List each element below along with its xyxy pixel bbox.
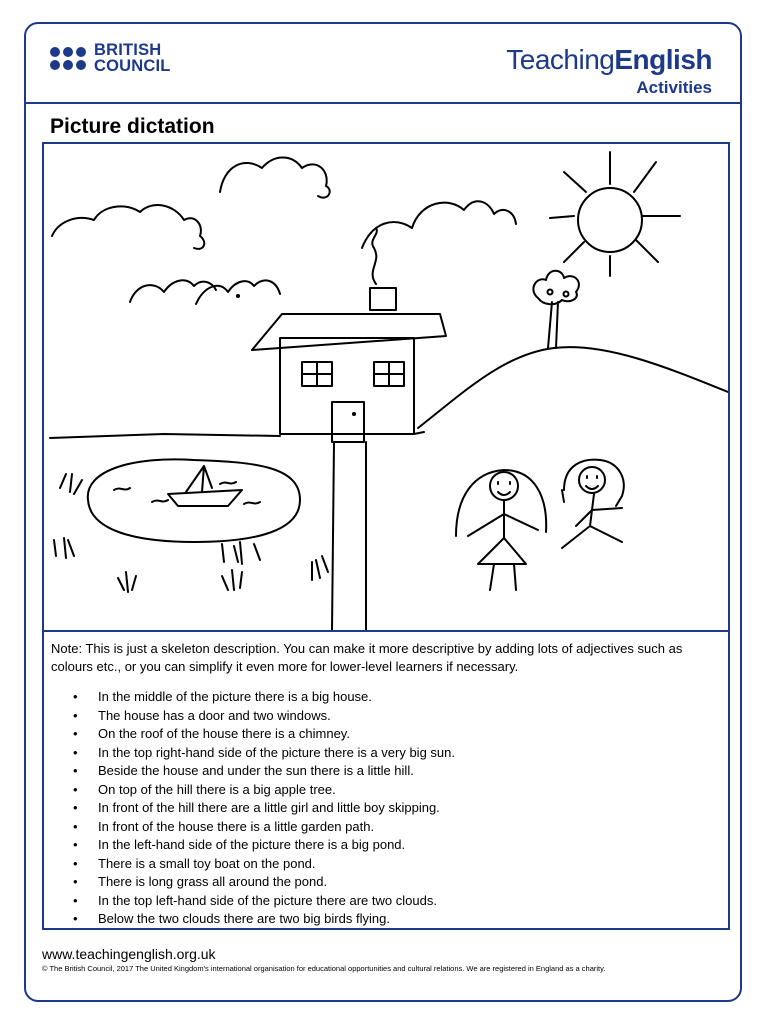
british-council-logo — [50, 42, 171, 74]
list-item-text: In the middle of the picture there is a big house. — [98, 689, 372, 704]
list-item — [51, 781, 720, 800]
sun-rays — [550, 152, 680, 276]
list-item-text: In the top right-hand side of the picture there is a very big sun. — [98, 744, 455, 760]
bullet-icon: • — [73, 763, 78, 778]
list-item — [51, 725, 720, 744]
chimney-smoke — [372, 228, 377, 284]
girl-face — [498, 482, 510, 495]
description-list — [51, 688, 720, 929]
apple-tree — [533, 271, 579, 348]
list-item-text: On the roof of the house there is a chimney. — [98, 726, 350, 741]
list-item — [51, 836, 720, 855]
bird-left — [130, 280, 216, 302]
list-item-text: There is long grass all around the pond. — [98, 874, 328, 889]
bullet-icon: • — [73, 800, 78, 815]
list-item — [51, 762, 720, 781]
picture-box — [42, 142, 730, 632]
long-grass — [54, 474, 328, 592]
hill — [418, 347, 728, 428]
bullet-icon: • — [73, 837, 78, 852]
bullet-icon: • — [73, 744, 78, 760]
list-item — [51, 910, 720, 929]
sun — [578, 188, 642, 252]
list-item-text: Below the two clouds there are two big birds flying. — [98, 911, 390, 926]
list-item — [51, 707, 720, 726]
list-item — [51, 799, 720, 818]
brand-line-1: BRITISH — [94, 41, 162, 59]
copyright-notice: © The British Council, 2017 The United Kingdom's international organisation for educational opportunities and cultural relations. We are registered in England as a charity. — [42, 964, 606, 973]
bullet-icon: • — [73, 855, 78, 871]
list-item — [51, 873, 720, 892]
bird-eye — [236, 294, 240, 298]
list-item — [51, 744, 720, 763]
list-item — [51, 892, 720, 911]
boy-face — [586, 476, 598, 489]
bird-right — [196, 280, 280, 304]
description-box — [42, 630, 730, 930]
girl-hair — [456, 470, 546, 536]
bullet-icon: • — [73, 726, 78, 741]
bullet-icon: • — [73, 874, 78, 889]
section-label: Activities — [636, 78, 712, 97]
list-item — [51, 855, 720, 874]
bullet-icon: • — [73, 892, 78, 908]
list-item-text: In front of the house there is a little garden path. — [98, 818, 375, 834]
door — [332, 402, 364, 442]
teaching-english-wordmark — [506, 44, 712, 76]
list-item-text: In the left-hand side of the picture there is a big pond. — [98, 837, 406, 852]
list-item-text: In front of the hill there are a little girl and little boy skipping. — [98, 800, 440, 815]
site-name-bold: English — [614, 44, 712, 75]
toy-boat — [168, 466, 242, 506]
website-link[interactable]: www.teachingenglish.org.uk — [42, 946, 216, 962]
list-item — [51, 818, 720, 837]
site-name-light: Teaching — [506, 44, 615, 75]
garden-path — [332, 442, 366, 630]
chimney — [370, 288, 396, 310]
bullet-icon: • — [73, 707, 78, 723]
list-item-text: On top of the hill there is a big apple tree. — [98, 781, 336, 797]
bullet-icon: • — [73, 818, 78, 834]
drawing — [44, 144, 728, 630]
cloud-top — [362, 201, 516, 248]
bullet-icon: • — [73, 689, 78, 704]
boy-body — [562, 494, 622, 548]
brand-line-2: COUNCIL — [94, 57, 171, 75]
list-item-text: There is a small toy boat on the pond. — [98, 855, 316, 871]
page-title: Picture dictation — [50, 115, 215, 138]
apple — [564, 292, 569, 297]
cloud-left — [52, 205, 204, 249]
teaching-english-logo — [506, 44, 712, 98]
british-council-dots-icon — [50, 47, 86, 70]
british-council-wordmark — [94, 42, 171, 74]
door-knob — [352, 412, 356, 416]
note-text: Note: This is just a skeleton description. You can make it more descriptive by adding lots of adjectives such as colours etc., or you can simplify it even more for lower-level learners if necessary. — [51, 641, 683, 674]
bullet-icon: • — [73, 781, 78, 797]
pond — [88, 459, 300, 542]
cloud-right — [220, 158, 330, 198]
bullet-icon: • — [73, 911, 78, 926]
list-item-text: The house has a door and two windows. — [98, 707, 331, 723]
apple — [548, 290, 553, 295]
window-left-frame — [302, 362, 332, 386]
list-item — [51, 688, 720, 707]
list-item-text: Beside the house and under the sun there is a little hill. — [98, 763, 414, 778]
window-right-frame — [374, 362, 404, 386]
list-item-text: In the top left-hand side of the picture there are two clouds. — [98, 892, 437, 908]
header-divider — [25, 102, 741, 104]
house-roof — [252, 314, 446, 350]
girl-body — [468, 500, 538, 590]
